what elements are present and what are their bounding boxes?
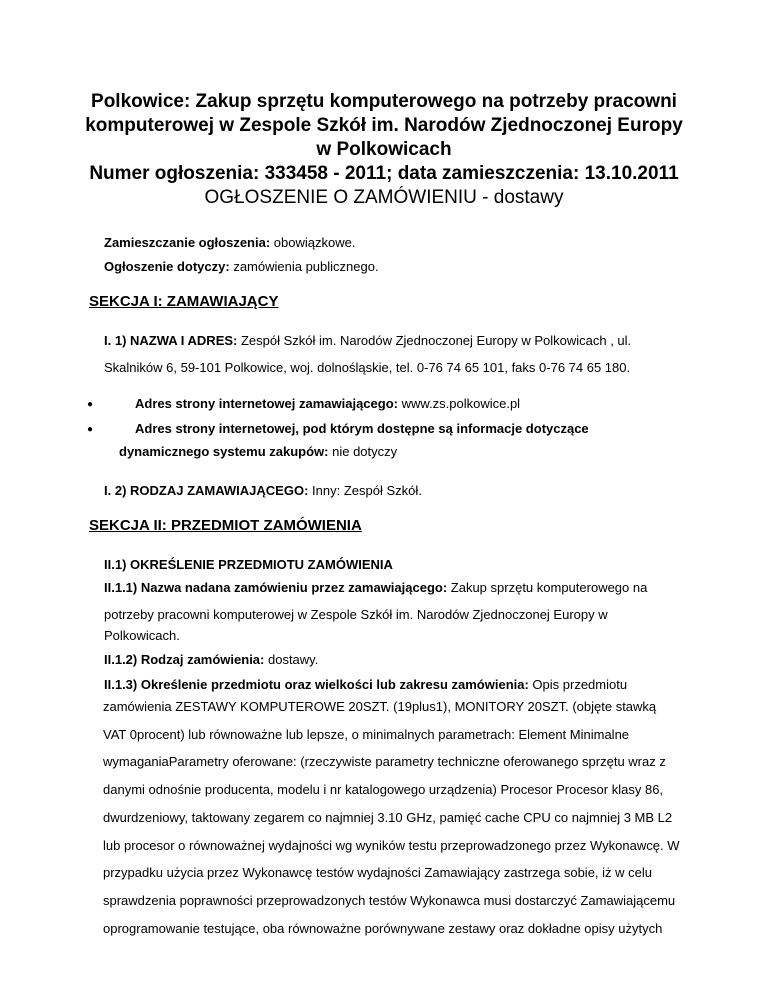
zamieszczanie-label: Zamieszczanie ogłoszenia: (104, 235, 271, 250)
description-line: sprawdzenia poprawności przeprowadzonych testów Wykonawca musi dostarczyć Zamawiającemu (103, 892, 676, 908)
dps-value: nie dotyczy (328, 444, 398, 459)
ii11-line-2: potrzeby pracowni komputerowej w Zespole Szkół im. Narodów Zjednoczonej Europy w (104, 607, 608, 622)
nazwa-line (104, 333, 631, 349)
ii1-label: II.1) OKREŚLENIE PRZEDMIOTU ZAMÓWIENIA (104, 557, 393, 572)
title-line-2: komputerowej w Zespole Szkół im. Narodów Zjednoczonej Europy (85, 115, 683, 136)
dps-label: Adres strony internetowej, pod którym dostępne są informacje dotyczące (135, 421, 589, 436)
ii11-line-3: Polkowicach. (104, 628, 180, 643)
description-line: przypadku użycia przez Wykonawcę testów wydajności Zamawiający zastrzega sobie, iż w celu (103, 865, 652, 881)
ii12-value: dostawy. (264, 652, 319, 667)
nazwa-value: Zespół Szkół im. Narodów Zjednoczonej Europy w Polkowicach , ul. (237, 333, 632, 348)
ii13-line (104, 677, 627, 693)
rodzaj-value: Inny: Zespół Szkół. (308, 483, 422, 498)
ii11-label: II.1.1) Nazwa nadana zamówieniu przez zamawiającego: (104, 580, 448, 595)
dps-label-2: dynamicznego systemu zakupów: (119, 444, 329, 459)
ii1-heading (104, 557, 393, 573)
ii11-value: Zakup sprzętu komputerowego na (447, 580, 648, 595)
description-line: VAT 0procent) lub równoważne lub lepsze, o minimalnych parametrach: Element Minimalne (103, 726, 630, 742)
ii13-description (103, 693, 683, 942)
rodzaj-line (104, 483, 422, 499)
zamieszczanie-value: obowiązkowe. (270, 235, 356, 250)
dotyczy-label: Ogłoszenie dotyczy: (104, 259, 230, 274)
description-line: lub procesor o równoważnej wydajności wg wyników testu przeprowadzonego przez Wykonawcę. W (103, 837, 680, 853)
ii13-label: II.1.3) Określenie przedmiotu oraz wielkości lub zakresu zamówienia: (104, 677, 529, 692)
dotyczy-value: zamówienia publicznego. (229, 259, 379, 274)
dotyczy-line (104, 259, 379, 275)
ii11-line (104, 580, 647, 596)
zamieszczanie-line (104, 235, 355, 251)
rodzaj-label: I. 2) RODZAJ ZAMAWIAJĄCEGO: (104, 483, 309, 498)
title-line-3: w Polkowicach (316, 139, 452, 160)
nazwa-line-2: Skalników 6, 59-101 Polkowice, woj. dolnośląskie, tel. 0-76 74 65 101, faks 0-76 74 65 180. (104, 360, 631, 375)
nazwa-label: I. 1) NAZWA I ADRES: (104, 333, 238, 348)
announcement-type: OGŁOSZENIE O ZAMÓWIENIU - dostawy (204, 187, 564, 208)
website-label: Adres strony internetowej zamawiającego: (135, 396, 398, 411)
bullet-dps (135, 421, 589, 437)
description-line: oprogramowanie testujące, oba równoważne porównywane zestawy oraz dokładne opisy użytych (103, 920, 663, 936)
announcement-number: Numer ogłoszenia: 333458 - 2011; data zamieszczenia: 13.10.2011 (89, 163, 679, 184)
description-line: zamówienia ZESTAWY KOMPUTEROWE 20SZT. (19plus1), MONITORY 20SZT. (objęte stawką (103, 699, 657, 714)
bullet-website (135, 396, 520, 412)
description-line: wymaganiaParametry oferowane: (rzeczywiste parametry techniczne oferowanego sprzętu wraz z (103, 754, 666, 770)
document-title (0, 90, 768, 210)
section-2-heading: SEKCJA II: PRZEDMIOT ZAMÓWIENIA (89, 517, 362, 534)
title-line-1: Polkowice: Zakup sprzętu komputerowego na potrzeby pracowni (91, 91, 677, 112)
ii12-line (104, 652, 318, 668)
bullet-icon: ● (87, 399, 94, 410)
website-value: www.zs.polkowice.pl (397, 396, 521, 411)
ii12-label: II.1.2) Rodzaj zamówienia: (104, 652, 265, 667)
bullet-icon: ● (87, 424, 94, 435)
section-1-heading: SEKCJA I: ZAMAWIAJĄCY (89, 293, 279, 310)
description-line: danymi odnośnie producenta, modelu i nr katalogowego urządzenia) Procesor Procesor klasy 86, (103, 782, 664, 798)
description-line: dwurdzeniowy, taktowany zegarem co najmniej 3.10 GHz, pamięć cache CPU co najmniej 3 MB L2 (103, 809, 673, 825)
ii13-value: Opis przedmiotu (528, 677, 628, 692)
dps-line-2 (119, 444, 397, 460)
